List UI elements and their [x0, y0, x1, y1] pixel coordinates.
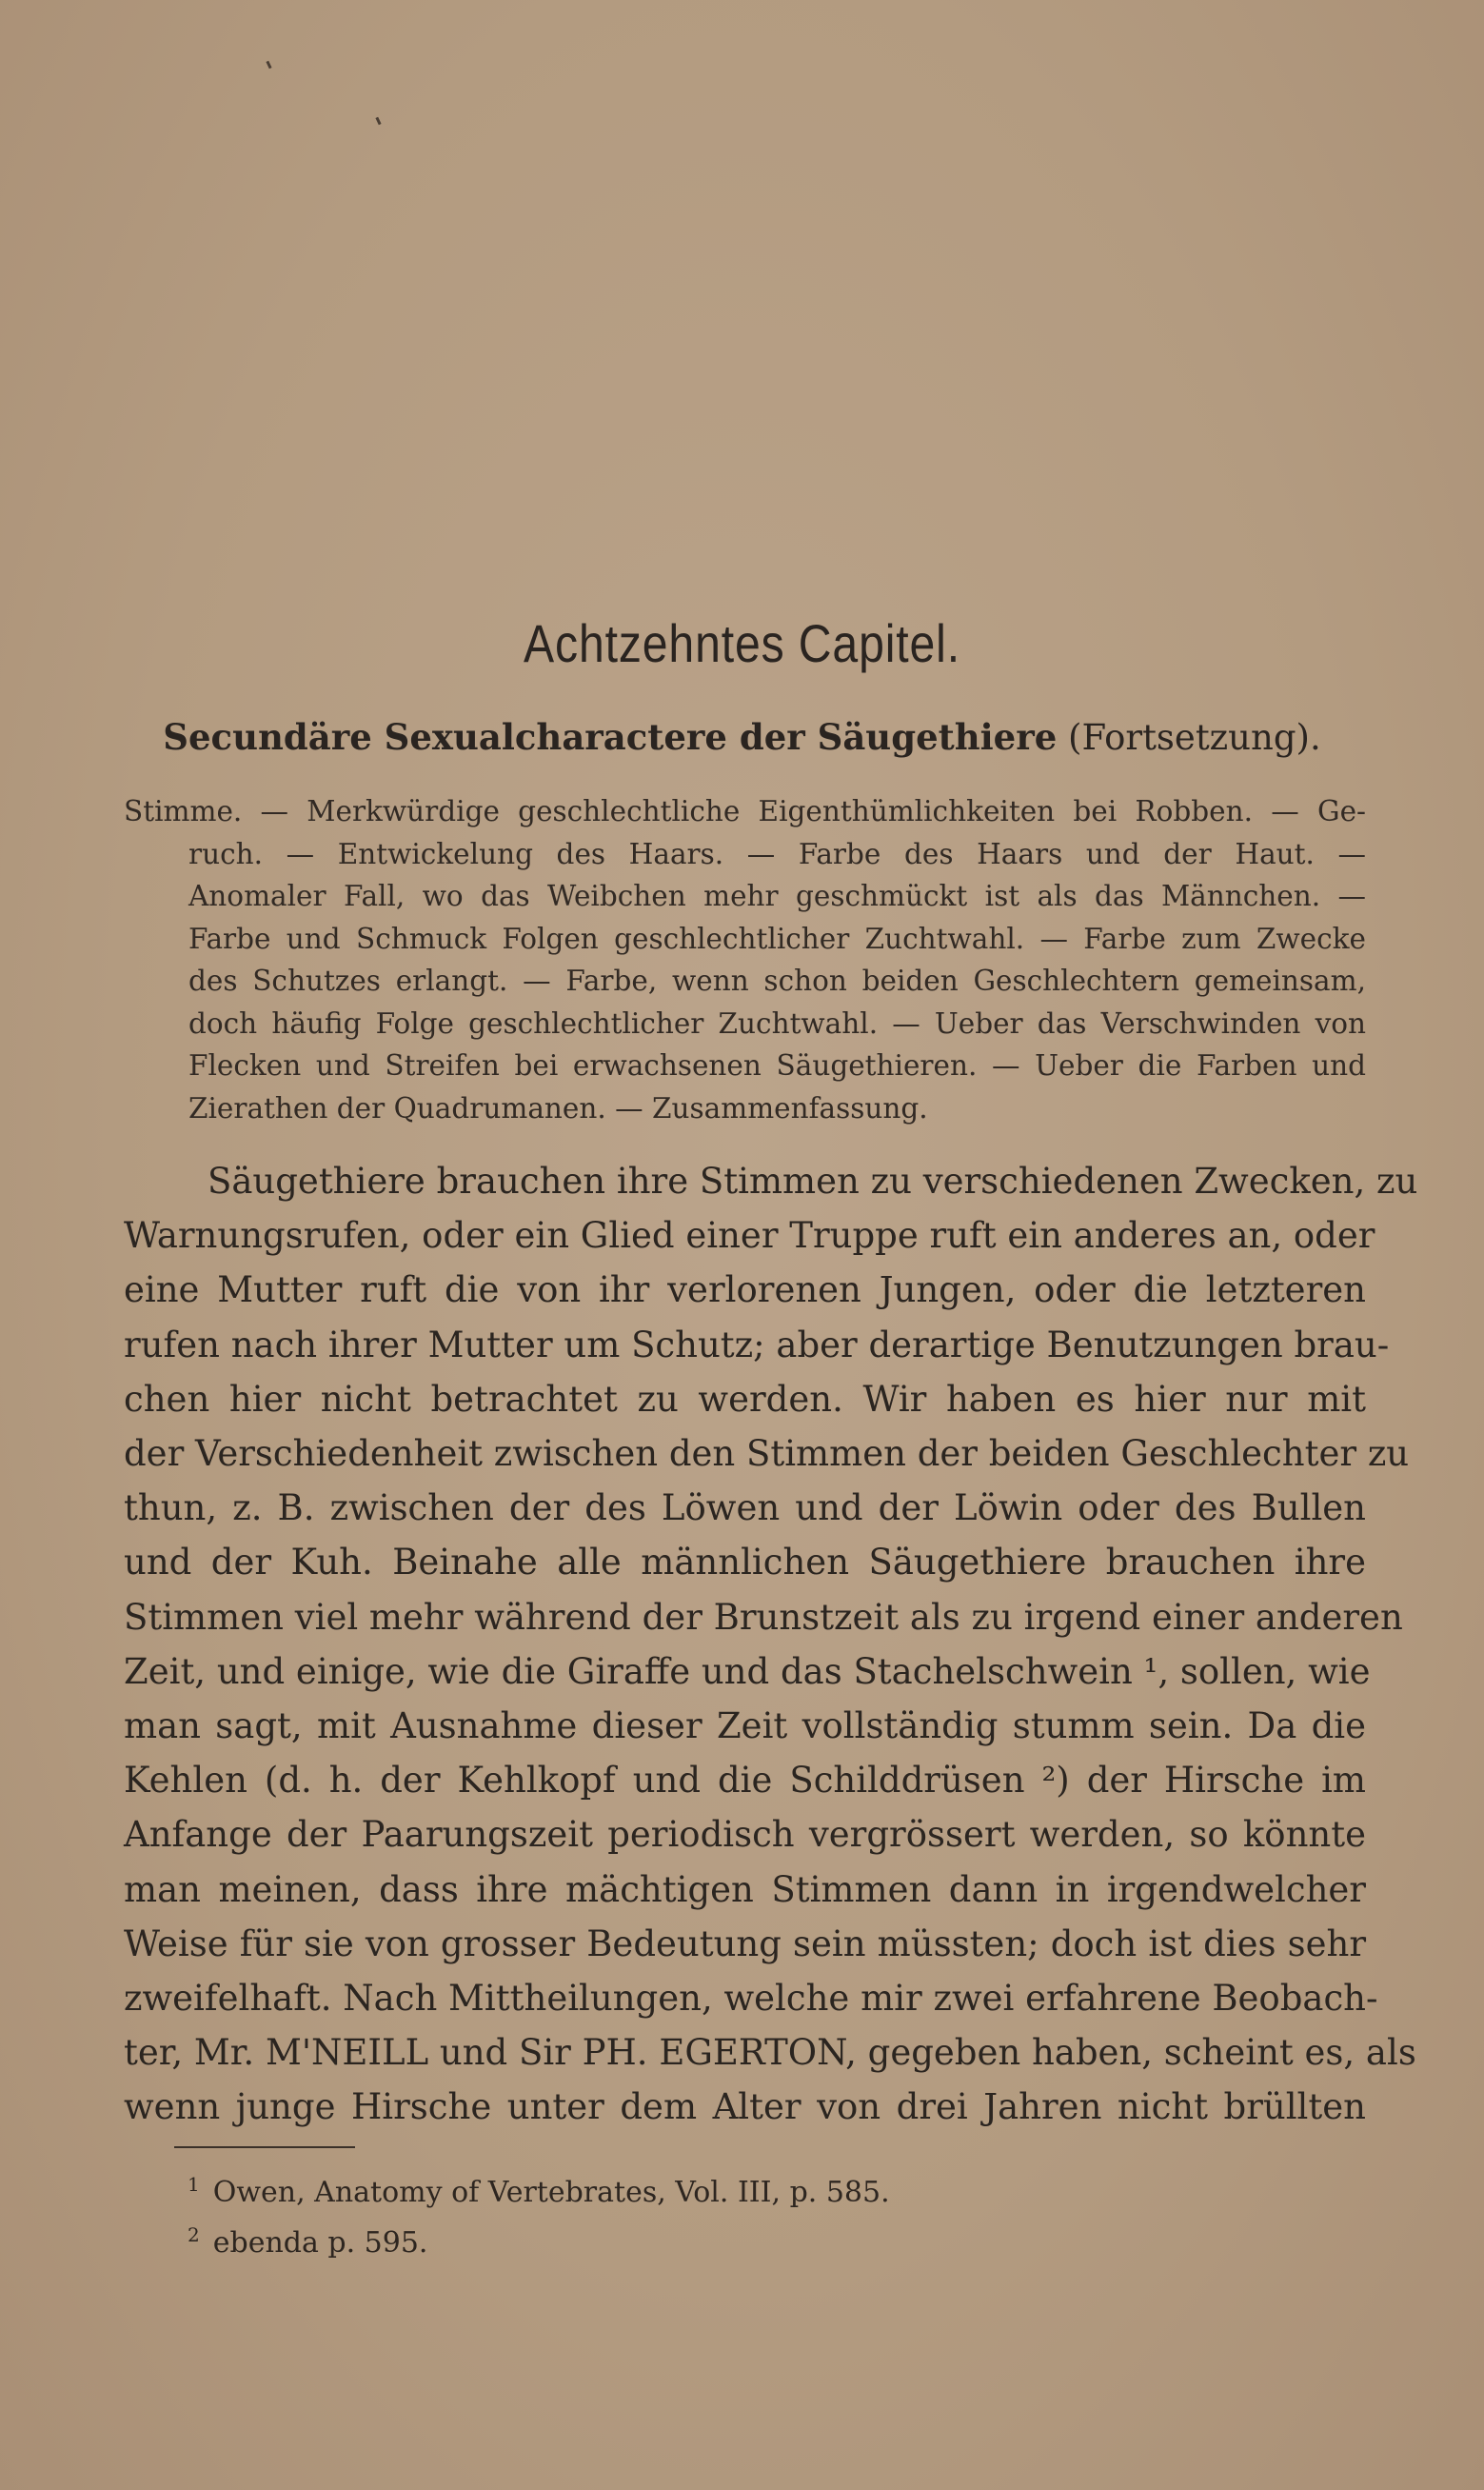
body-line: Anfange der Paarungszeit periodisch vergrössert werden, so könnte: [124, 1814, 1366, 1856]
body-line: Weise für sie von grosser Bedeutung sein müssten; doch ist dies sehr: [124, 1922, 1366, 1964]
summary-line: ruch. — Entwickelung des Haars. — Farbe des Haars und der Haut. —: [188, 837, 1366, 870]
body-line: Zeit, und einige, wie die Giraffe und das Stachelschwein ¹, sollen, wie: [124, 1650, 1371, 1692]
summary-line: Anomaler Fall, wo das Weibchen mehr geschmückt ist als das Männchen. —: [188, 880, 1366, 912]
footnote: [188, 2214, 890, 2264]
body-line: chen hier nicht betrachtet zu werden. Wir haben es hier nur mit: [124, 1378, 1366, 1420]
chapter-subtitle: [0, 716, 1484, 758]
summary-line: doch häufig Folge geschlechtlicher Zuchtwahl. — Ueber das Verschwinden von: [188, 1006, 1366, 1040]
footnote-mark: 2: [188, 2223, 200, 2246]
summary-line: Flecken und Streifen bei erwachsenen Säugethieren. — Ueber die Farben und: [188, 1049, 1366, 1082]
body-line: eine Mutter ruft die von ihr verlorenen Jungen, oder die letzteren: [124, 1269, 1366, 1311]
body-paragraph: [124, 1154, 1418, 2135]
footnote-mark: 1: [188, 2173, 200, 2196]
body-line: thun, z. B. zwischen der des Löwen und der Löwin oder des Bullen: [124, 1487, 1366, 1529]
body-line: wenn junge Hirsche unter dem Alter von drei Jahren nicht brüllten: [124, 2086, 1366, 2128]
summary-line: des Schutzes erlangt. — Farbe, wenn schon beiden Geschlechtern gemeinsam,: [188, 965, 1366, 997]
footnote: [188, 2163, 890, 2214]
body-line: und der Kuh. Beinahe alle männlichen Säugethiere brauchen ihre: [124, 1542, 1366, 1584]
body-line: zweifelhaft. Nach Mittheilungen, welche mir zwei erfahrene Beobach-: [124, 1978, 1378, 2020]
body-line: Kehlen (d. h. der Kehlkopf und die Schilddrüsen ²) der Hirsche im: [124, 1760, 1366, 1802]
footnote-text: Owen, Anatomy of Vertebrates, Vol. III, p. 585.: [212, 2176, 890, 2209]
body-line: man meinen, dass ihre mächtigen Stimmen dann in irgendwelcher: [124, 1868, 1366, 1910]
summary-line: Zierathen der Quadrumanen. — Zusammenfassung.: [188, 1091, 928, 1125]
footnote-text: ebenda p. 595.: [212, 2226, 428, 2260]
ink-speck: [375, 117, 381, 126]
subtitle-main: Secundäre Sexualcharactere der Säugethiere: [163, 716, 1058, 758]
body-line: rufen nach ihrer Mutter um Schutz; aber derartige Benutzungen brau-: [124, 1324, 1390, 1365]
body-line: der Verschiedenheit zwischen den Stimmen der beiden Geschlechter zu: [124, 1433, 1410, 1475]
footnotes: [188, 2163, 890, 2264]
subtitle-continuation: (Fortsetzung).: [1068, 717, 1321, 758]
body-line: Stimmen viel mehr während der Brunstzeit als zu irgend einer anderen: [124, 1596, 1403, 1638]
chapter-summary: [124, 790, 1366, 1129]
footnote-divider: [174, 2146, 355, 2148]
summary-line: Stimme. — Merkwürdige geschlechtliche Eigenthümlichkeiten bei Robben. — Ge-: [124, 795, 1366, 827]
summary-line: Farbe und Schmuck Folgen geschlechtlicher Zuchtwahl. — Farbe zum Zwecke: [188, 922, 1366, 955]
body-line: ter, Mr. M'NEILL und Sir PH. EGERTON, gegeben haben, scheint es, als: [124, 2032, 1416, 2074]
chapter-title: Achtzehntes Capitel.: [524, 613, 960, 673]
body-line: Säugethiere brauchen ihre Stimmen zu verschiedenen Zwecken, zu: [208, 1161, 1418, 1202]
body-line: man sagt, mit Ausnahme dieser Zeit vollständig stumm sein. Da die: [124, 1705, 1366, 1747]
body-line: Warnungsrufen, oder ein Glied einer Truppe ruft ein anderes an, oder: [124, 1215, 1375, 1257]
ink-speck: [266, 61, 271, 70]
